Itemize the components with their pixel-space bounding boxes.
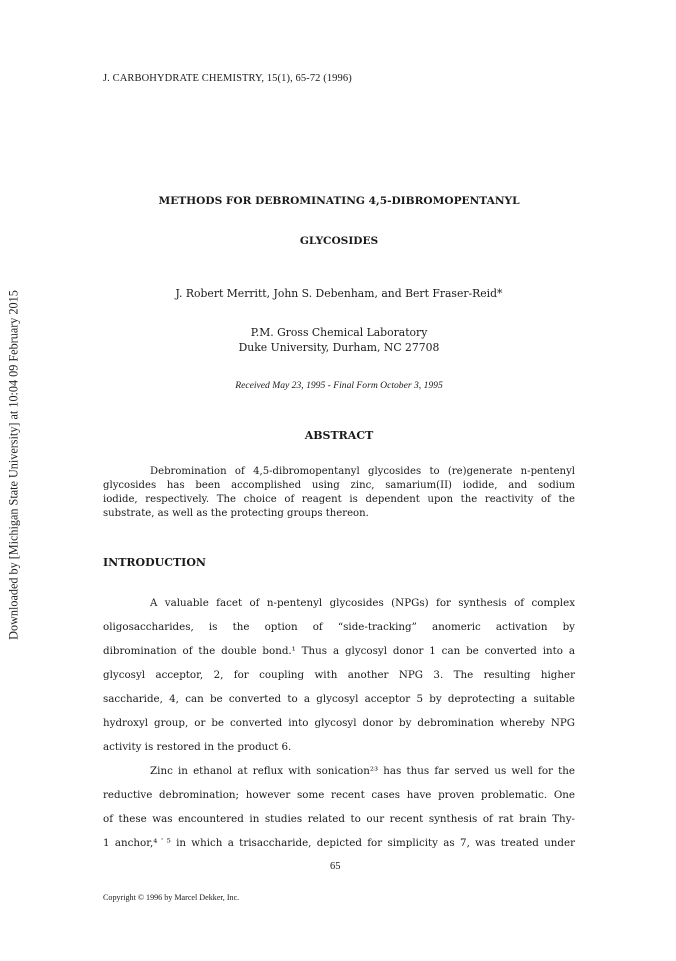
author-list: J. Robert Merritt, John S. Debenham, and Bert Fraser-Reid* — [175, 287, 503, 300]
received-dates: Received May 23, 1995 - Final Form October 3, 1995 — [235, 380, 443, 391]
paper-title-line-1: METHODS FOR DEBROMINATING 4,5-DIBROMOPENTANYL — [158, 195, 520, 207]
intro-line: 1 anchor,⁴˙⁵ in which a trisaccharide, depicted for simplicity as 7, was treated under — [103, 837, 575, 849]
affiliation-line-2: Duke University, Durham, NC 27708 — [238, 341, 440, 354]
intro-line: glycosyl acceptor, 2, for coupling with another NPG 3. The resulting higher — [103, 669, 575, 681]
abstract-heading: ABSTRACT — [304, 429, 374, 442]
intro-line: oligosaccharides, is the option of “side-tracking” anomeric activation by — [103, 621, 575, 633]
paper-title-line-2: GLYCOSIDES — [299, 235, 379, 247]
download-watermark — [6, 286, 22, 644]
abstract-line: iodide, respectively. The choice of reagent is dependent upon the reactivity of the — [103, 494, 575, 505]
journal-citation: J. CARBOHYDRATE CHEMISTRY, 15(1), 65-72 (1996) — [103, 73, 352, 84]
intro-line: dibromination of the double bond.¹ Thus a glycosyl donor 1 can be converted into a — [103, 645, 575, 657]
affiliation-line-1: P.M. Gross Chemical Laboratory — [250, 326, 428, 339]
abstract-line: glycosides has been accomplished using zinc, samarium(II) iodide, and sodium — [103, 480, 575, 491]
intro-line: hydroxyl group, or be converted into glycosyl donor by debromination whereby NPG — [103, 717, 575, 729]
intro-line: reductive debromination; however some recent cases have proven problematic. One — [103, 789, 575, 801]
intro-line: activity is restored in the product 6. — [103, 741, 292, 753]
abstract-line: Debromination of 4,5-dibromopentanyl glycosides to (re)generate n-pentenyl — [150, 466, 575, 477]
introduction-heading: INTRODUCTION — [103, 556, 206, 569]
page-number: 65 — [330, 861, 341, 872]
intro-line: Zinc in ethanol at reflux with sonication²³ has thus far served us well for the — [150, 765, 575, 777]
copyright-notice: Copyright © 1996 by Marcel Dekker, Inc. — [103, 893, 240, 902]
intro-line: A valuable facet of n-pentenyl glycosides (NPGs) for synthesis of complex — [150, 597, 575, 609]
intro-line: saccharide, 4, can be converted to a glycosyl acceptor 5 by deprotecting a suitable — [103, 693, 575, 705]
download-watermark-text: Downloaded by [Michigan State University] at 10:04 09 February 2015 — [6, 290, 21, 640]
intro-line: of these was encountered in studies related to our recent synthesis of rat brain Thy- — [103, 813, 575, 825]
abstract-line: substrate, as well as the protecting groups thereon. — [103, 508, 369, 519]
